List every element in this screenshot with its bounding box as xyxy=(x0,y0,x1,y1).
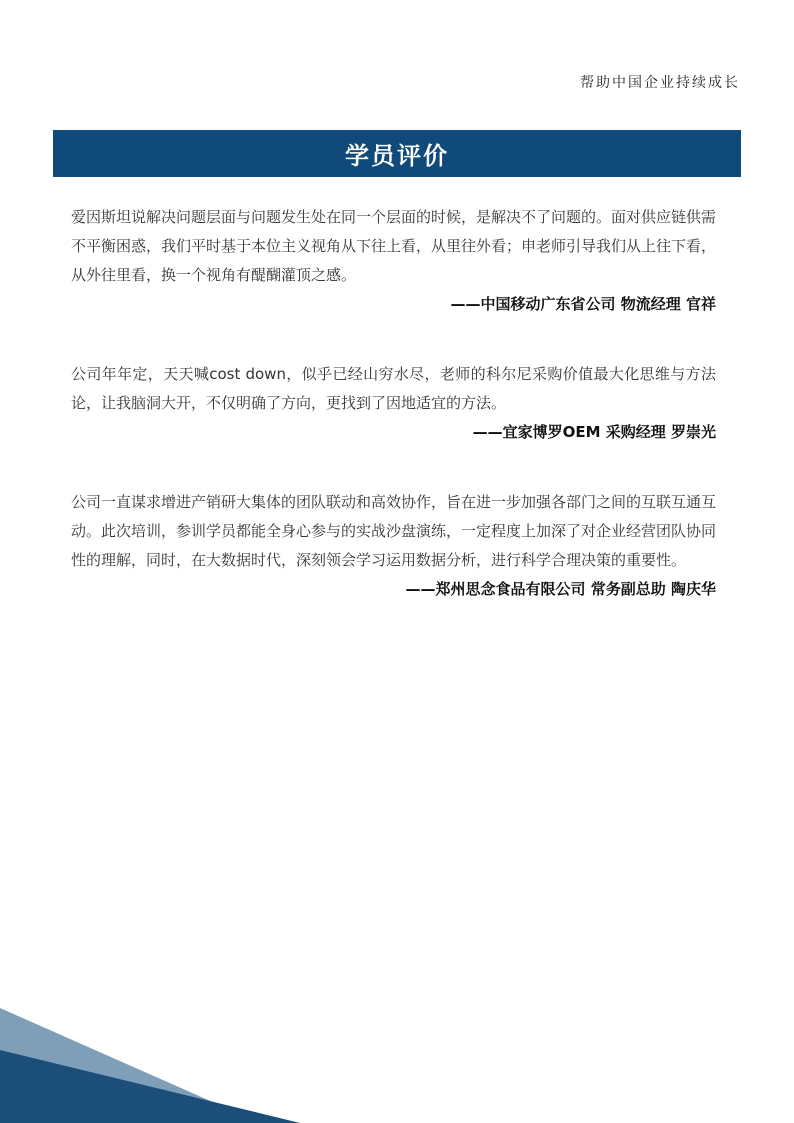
corner-decoration xyxy=(0,1008,340,1123)
header-tagline: 帮助中国企业持续成长 xyxy=(580,75,740,91)
review-item xyxy=(71,488,716,603)
review-author: ——郑州思念食品有限公司 常务副总助 陶庆华 xyxy=(405,580,716,598)
review-item xyxy=(71,360,716,446)
review-text: 公司一直谋求增进产销研大集体的团队联动和高效协作，旨在进一步加强各部门之间的互联互通互动。此次培训，参训学员都能全身心参与的实战沙盘演练，一定程度上加深了对企业经营团队协同性的理解，同时，在大数据时代，深刻领会学习运用数据分析，进行科学合理决策的重要性。 xyxy=(71,493,717,569)
review-author: ——中国移动广东省公司 物流经理 官祥 xyxy=(450,295,716,313)
review-text: 爱因斯坦说解决问题层面与问题发生处在同一个层面的时候，是解决不了问题的。面对供应链供需不平衡困惑，我们平时基于本位主义视角从下往上看，从里往外看；申老师引导我们从上往下看，从外往里看，换一个视角有醍醐灌顶之感。 xyxy=(71,208,717,284)
review-item xyxy=(71,203,716,318)
review-text: 公司年年定，天天喊cost down，似乎已经山穷水尽，老师的科尔尼采购价值最大化思维与方法论，让我脑洞大开，不仅明确了方向，更找到了因地适宜的方法。 xyxy=(71,365,716,412)
review-author: ——宜家博罗OEM 采购经理 罗崇光 xyxy=(472,423,716,441)
section-title: 学员评价 xyxy=(345,142,449,170)
section-title-bar xyxy=(53,130,741,177)
reviews-list xyxy=(71,203,716,645)
